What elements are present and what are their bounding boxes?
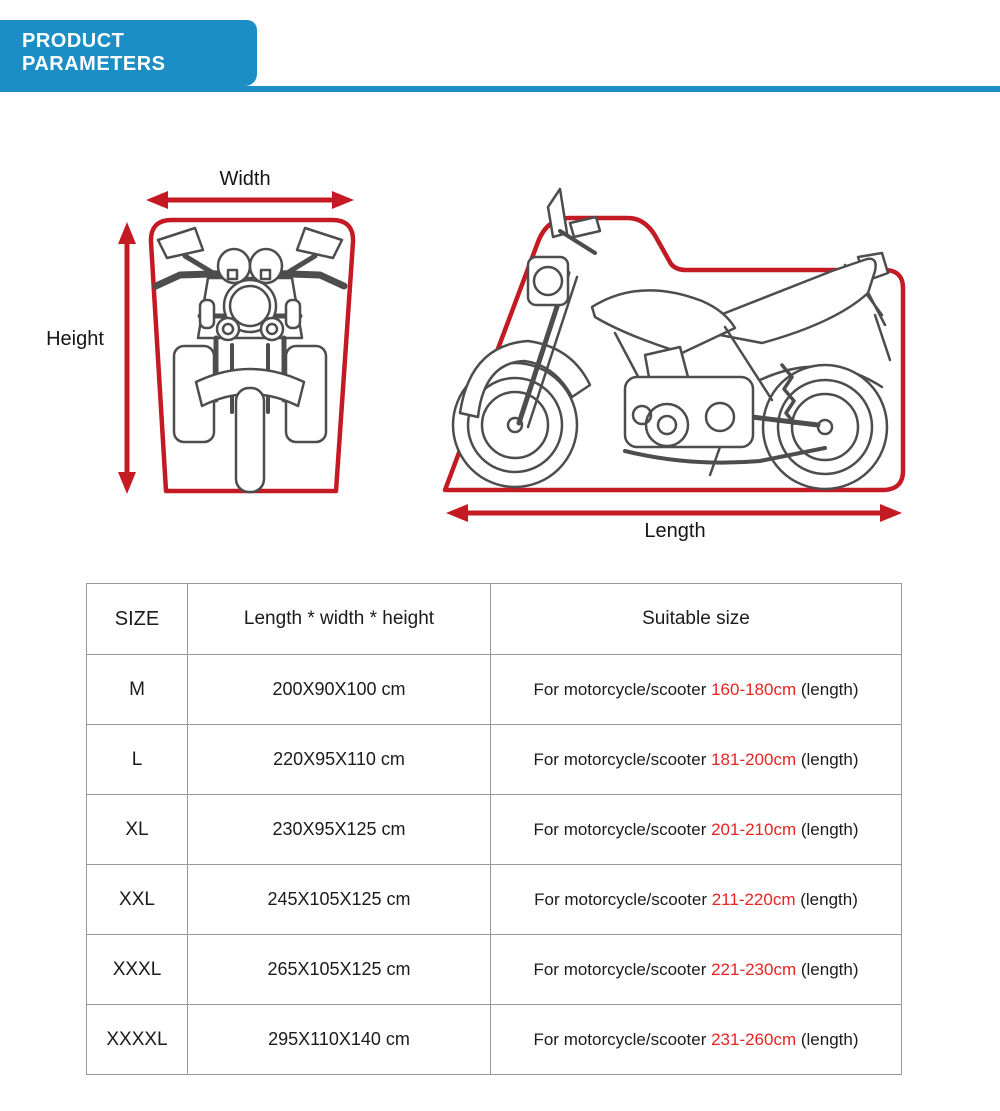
suitable-cell [491,865,902,935]
suitable-cell [491,795,902,865]
width-arrow-icon [146,191,354,209]
suitable-range: 231-260cm [711,1029,797,1049]
motorcycle-front-sketch [156,228,344,492]
size-cell: XXL [87,865,188,935]
suitable-range: 201-210cm [711,819,797,839]
page-title: PRODUCT PARAMETERS [22,30,166,75]
length-dimension-label: Length [644,520,706,542]
size-cell: XL [87,795,188,865]
suitable-cell [491,1005,902,1075]
suitable-suffix: (length) [796,819,859,839]
table-row-xxl [87,865,902,935]
size-cell: XXXL [87,935,188,1005]
suitable-range: 211-220cm [711,889,796,909]
suitable-prefix: For motorcycle/scooter [534,889,712,909]
height-arrow-icon [118,222,136,494]
col-header-suitable: Suitable size [491,584,902,655]
suitable-suffix: (length) [796,1029,859,1049]
table-row-l [87,725,902,795]
suitable-suffix: (length) [795,889,858,909]
suitable-prefix: For motorcycle/scooter [533,959,712,979]
dimensions-cell: 230X95X125 cm [188,795,491,865]
suitable-range: 181-200cm [711,749,797,769]
size-table-header-row [87,584,902,655]
section-header-tab [0,20,257,86]
motorcycle-side-view-figure [420,165,940,560]
suitable-range: 160-180cm [711,679,797,699]
header-underline [0,86,1000,92]
col-header-size: SIZE [87,584,188,655]
suitable-prefix: For motorcycle/scooter [533,1029,712,1049]
width-dimension-label: Width [219,168,271,190]
suitable-suffix: (length) [796,749,859,769]
dimensions-cell: 295X110X140 cm [188,1005,491,1075]
suitable-cell [491,655,902,725]
size-table [86,583,902,1075]
dimensions-cell: 220X95X110 cm [188,725,491,795]
suitable-prefix: For motorcycle/scooter [533,819,712,839]
size-cell: M [87,655,188,725]
dimensions-cell: 245X105X125 cm [188,865,491,935]
size-cell: XXXXL [87,1005,188,1075]
suitable-suffix: (length) [796,679,859,699]
size-cell: L [87,725,188,795]
dimensions-cell: 200X90X100 cm [188,655,491,725]
dimensions-cell: 265X105X125 cm [188,935,491,1005]
suitable-prefix: For motorcycle/scooter [533,749,712,769]
height-dimension-label: Height [46,328,104,350]
table-row-xxxl [87,935,902,1005]
suitable-cell [491,935,902,1005]
table-row-xxxxl [87,1005,902,1075]
suitable-prefix: For motorcycle/scooter [533,679,712,699]
suitable-suffix: (length) [796,959,859,979]
suitable-range: 221-230cm [711,959,797,979]
col-header-dimensions: Length * width * height [188,584,491,655]
motorcycle-side-sketch [453,189,890,489]
suitable-cell [491,725,902,795]
table-row-m [87,655,902,725]
motorcycle-front-view-figure [40,160,400,565]
table-row-xl [87,795,902,865]
